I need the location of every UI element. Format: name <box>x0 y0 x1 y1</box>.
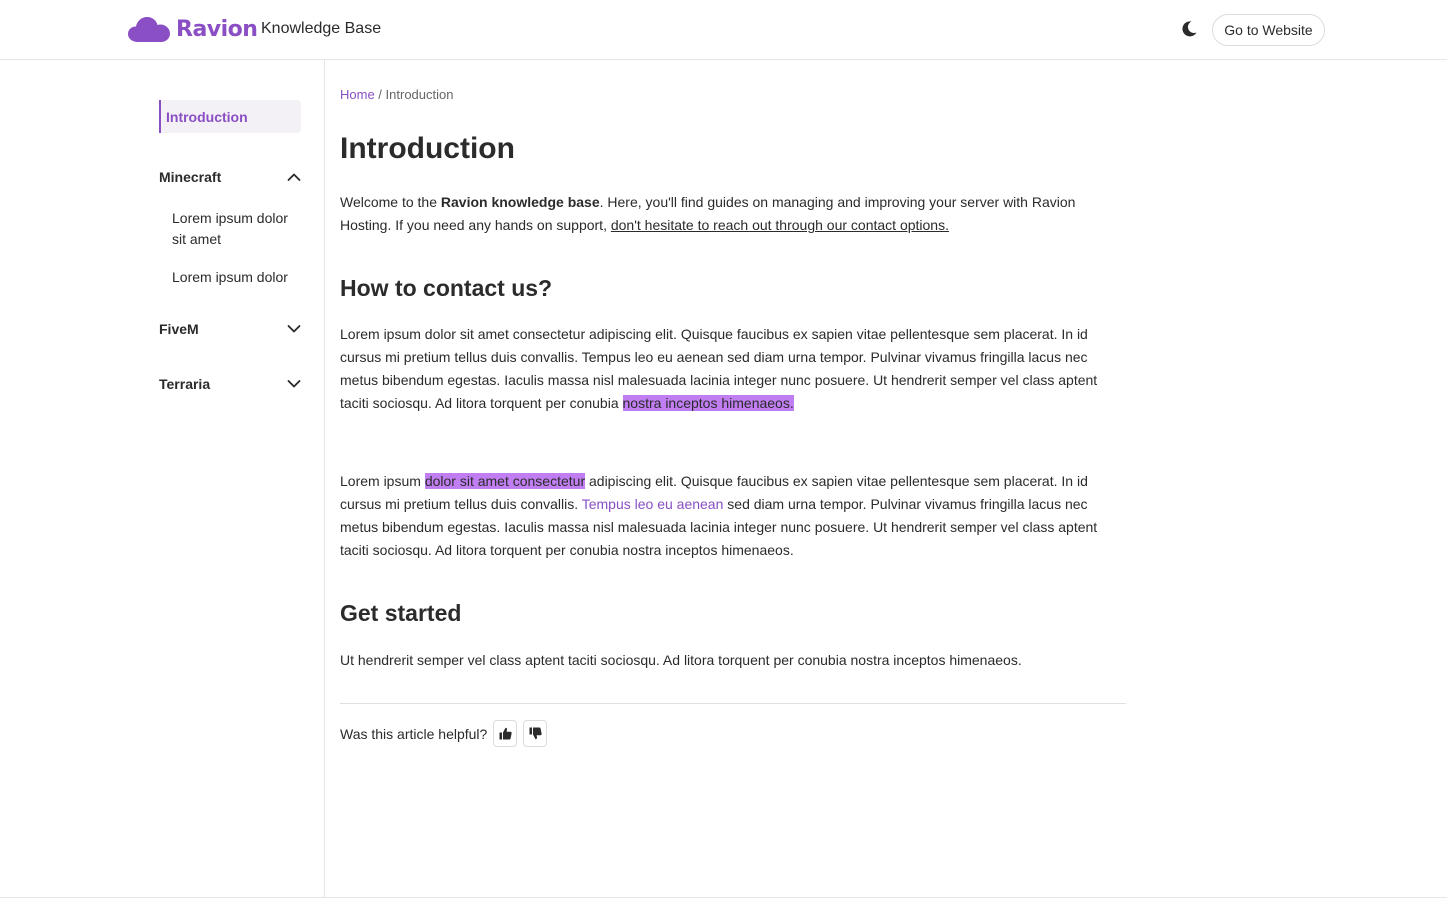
get-started-paragraph: Ut hendrerit semper vel class aptent taciti sociosqu. Ad litora torquent per conubia nostra inceptos himenaeos. <box>340 652 1022 668</box>
feedback-divider <box>340 703 1126 704</box>
moon-icon <box>1180 20 1198 38</box>
sidebar-item-minecraft-2[interactable]: Lorem ipsum dolor <box>172 269 288 285</box>
section-heading-contact: How to contact us? <box>340 275 553 301</box>
feedback-question: Was this article helpful? <box>340 725 488 742</box>
sidebar-group-terraria[interactable] <box>159 374 301 394</box>
breadcrumb-home-link[interactable]: Home <box>340 87 375 102</box>
page-title: Introduction <box>340 132 515 165</box>
go-to-website-button[interactable]: Go to Website <box>1212 14 1325 46</box>
thumbs-down-icon <box>529 727 542 740</box>
intro-text-middle: . Here, you'll find guides on managing and improving your server with Ravion Hosting. If you need any hands on support, <box>340 194 1076 233</box>
chevron-down-icon <box>287 324 301 334</box>
sidebar-nav <box>0 60 325 898</box>
sidebar-item-introduction[interactable]: Introduction <box>159 100 301 133</box>
sidebar-group-label: Terraria <box>159 376 211 392</box>
contact-options-link[interactable]: don't hesitate to reach out through our contact options. <box>610 217 949 233</box>
paragraph-text: Lorem ipsum dolor sit amet consectetur adipiscing elit. Quisque faucibus ex sapien vitae pellentesque sem placerat. In id cursus mi pretium tellus duis convallis. Tempus leo eu aenean sed diam urna tempor. Pulvinar vivamus fringilla lacus nec metus bibendum egestas. Iaculis massa nisl malesuada lacinia integer nunc posuere. Ut hendrerit semper vel class aptent taciti sociosqu. Ad litora torquent per conubia <box>340 326 1098 411</box>
highlighted-text: dolor sit amet consectetur <box>424 473 586 489</box>
top-header <box>0 0 1447 60</box>
cloud-icon <box>128 15 170 43</box>
ravion-logo[interactable] <box>128 15 257 43</box>
contact-paragraph-2 <box>340 470 1126 562</box>
theme-toggle-button[interactable] <box>1180 20 1198 38</box>
contact-paragraph-1 <box>340 323 1126 415</box>
thumbs-up-icon <box>499 727 512 740</box>
chevron-down-icon <box>287 379 301 389</box>
section-heading-get-started: Get started <box>340 600 462 626</box>
sidebar-group-label: Minecraft <box>159 169 222 185</box>
sidebar-group-fivem[interactable] <box>159 319 301 339</box>
brand-name: Ravion <box>176 16 258 42</box>
chevron-up-icon <box>287 172 301 182</box>
breadcrumb-separator: / <box>374 87 386 102</box>
thumbs-up-button[interactable] <box>493 720 517 747</box>
feedback-bar <box>340 720 553 747</box>
page-bottom-border <box>0 897 1447 898</box>
paragraph-text-start: Lorem ipsum <box>340 473 425 489</box>
breadcrumb <box>340 87 453 102</box>
paragraph-text-middle: adipiscing elit. Quisque faucibus ex sapien vitae pellentesque sem placerat. In id cursus mi pretium tellus duis convallis. <box>340 473 1088 512</box>
intro-bold-text: Ravion knowledge base <box>440 194 600 210</box>
sidebar-group-minecraft[interactable] <box>159 167 301 187</box>
highlighted-text: nostra inceptos himenaeos. <box>622 395 794 411</box>
tempus-inline-link[interactable]: Tempus leo eu aenean <box>581 496 724 512</box>
sidebar-group-label: FiveM <box>159 321 199 337</box>
paragraph-text-end: sed diam urna tempor. Pulvinar vivamus fringilla lacus nec metus bibendum egestas. Iaculis massa nisl malesuada lacinia integer nunc posuere. Ut hendrerit semper vel class aptent taciti sociosqu. Ad litora torquent per conubia nostra inceptos himenaeos. <box>340 496 1098 558</box>
breadcrumb-current: Introduction <box>385 87 454 102</box>
thumbs-down-button[interactable] <box>523 720 547 747</box>
sidebar-item-minecraft-1[interactable]: Lorem ipsum dolor sit amet <box>172 210 288 247</box>
intro-text-start: Welcome to the <box>340 194 441 210</box>
knowledge-base-title: Knowledge Base <box>261 20 382 37</box>
intro-paragraph <box>340 191 1126 237</box>
